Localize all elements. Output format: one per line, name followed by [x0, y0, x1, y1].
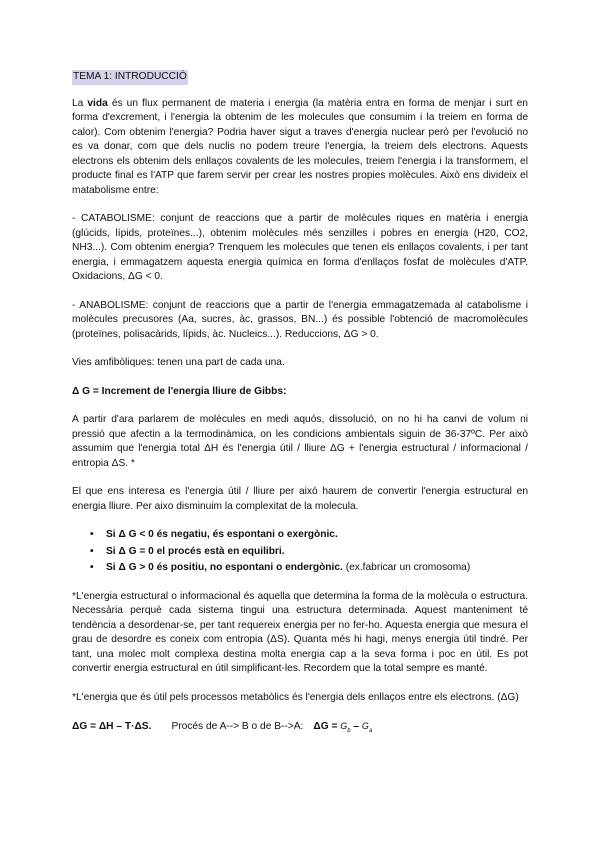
intro-pre: La [72, 97, 88, 109]
paragraph-medi-aquos: A partir d'ara parlarem de molècules en medi aquós, dissolució, on no hi ha canvi de volum ni pressió que afectin a la termodinàmica, on les condicions ambientals siguin de 36-37ºC. Per això assumim que l'energia total ΔH és l'energia útil / lliure ΔG + l'energia estructural / informacional / entropia ΔS. * [72, 414, 528, 469]
ga-subscript: a [368, 727, 373, 734]
formula-ga [361, 721, 373, 734]
list-item [106, 528, 528, 543]
formula-proces: Procés de A--> B o de B-->A: [171, 721, 304, 732]
formula-delta-g-lhs: ΔG = [313, 721, 341, 732]
formula-line [72, 719, 528, 738]
list-item [106, 561, 528, 576]
list-item [106, 545, 528, 560]
paragraph-energia-estructural: *L'energia estructural o informacional és aquella que determina la forma de la molècula o estructura. Necessària perquè cada sistema tingui una estructura determinada. Aquest manteniment té tendència a desordenar-se, per tant requereix energia per no fer-ho. Aquesta energia que mesura el grau de desordre es coneix com entropia (ΔS). Quanta més hi hagi, menys energia útil tindré. Per tant, una molec molt complexa destina molta energia cap a la seva forma i poc en útil. Es pot convertir energia estructural en útil simplificant-les. Recordem que la total sempre es manté. [72, 590, 528, 674]
gb-letter: G [340, 721, 348, 731]
section-heading-gibbs: Δ G = Increment de l'energia lliure de Gibbs: [72, 385, 287, 397]
paragraph-vies-amfiboliques: Vies amfibòliques: tenen una part de cada una. [72, 357, 285, 368]
paragraph-energia-util: El que ens interesa es l'energia útil / lliure per això haurem de convertir l'energia estructural en energia lliure. Per aixo disminuim la complexitat de la molecula. [72, 486, 528, 512]
gb-subscript: b [347, 727, 351, 734]
paragraph-intro [72, 97, 528, 199]
list-item-bold: Si Δ G = 0 el procés està en equilibri. [106, 545, 285, 557]
paragraph-energia-enllacos: *L'energia que és útil pels processos metabòlics és l'energia dels enllaços entre els electrons. (ΔG) [72, 691, 519, 703]
intro-bold-vida: vida [87, 97, 108, 109]
list-item-rest: (ex.fabricar un cromosoma) [342, 562, 471, 573]
intro-rest: és un flux permanent de materia i energia (la matèria entra en forma de menjar i surt en forma d'excrement, i l'energia la obtenim de les molecules que consumim i la treiem en forma de calor). Com obtenim l'energia? Podria haver sigut a traves d'energia nuclear però per l'evolució no es va donar, com que dels nuclis no podem treure l'energia, la treiem dels electrons. Aquests electrons els obtenim dels enllaços covalents de les molecules, treiem l'energia i la transformem, el producte final es l'ATP que farem servir per crear les nostres propies molècules. Això ens divideix el matabolisme entre: [72, 97, 528, 196]
ga-letter: G [361, 721, 369, 731]
page-title: TEMA 1: INTRODUCCIÓ [72, 70, 188, 85]
paragraph-anabolisme: - ANABOLISME: conjunt de reaccions que a partir de l'energia emmagatzemada al catabolisme i molècules precusores (Aa, sucres, àc, grassos, BN...) és possible l'obtenció de macromolècules (proteïnes, polisacàrids, lípids, àc. Nucleics...). Reduccions, ΔG > 0. [72, 299, 528, 340]
list-item-bold: Si Δ G > 0 és positiu, no espontani o endergònic. [106, 562, 343, 573]
document-page [72, 70, 528, 738]
formula-minus: – [350, 721, 362, 732]
formula-gb [340, 721, 351, 734]
list-item-bold: Si Δ G < 0 és negatiu, és espontani o exergònic. [106, 529, 338, 540]
paragraph-catabolisme: - CATABOLISME: conjunt de reaccions que a partir de molècules riques en matèria i energia (glúcids, lípids, proteïnes...), obtenim molècules més senzilles i pobres en energia (H20, CO2, NH3...). Com obtenim energia? Trenquem les molecules que tenen els enllaços covalents, i per tant energia, i emmagatzem aquesta energia química en forma d'enllaços fosfat de molècules d'ATP. Oxidacions, ΔG < 0. [72, 213, 528, 282]
delta-g-list [72, 528, 528, 576]
formula-gibbs: ΔG = ΔH – T·ΔS. [72, 721, 152, 732]
